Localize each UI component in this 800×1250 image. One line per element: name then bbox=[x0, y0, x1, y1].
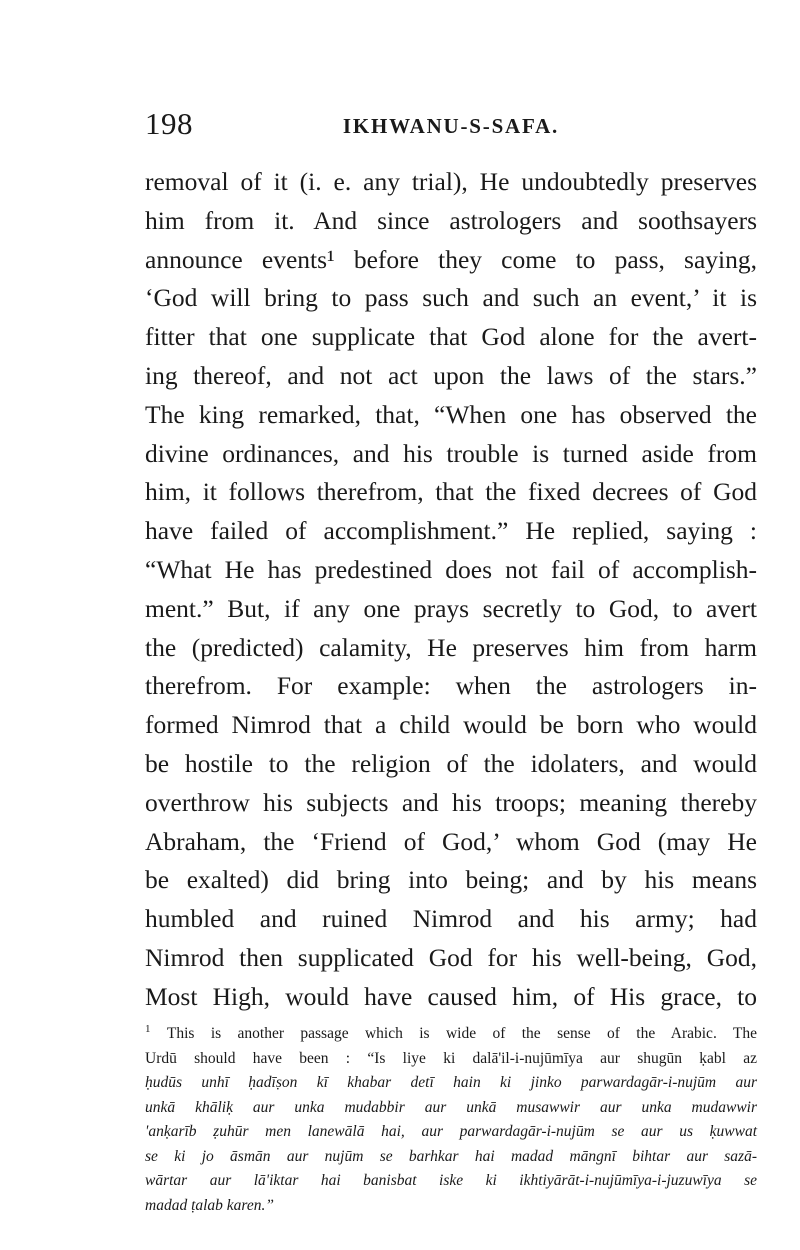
running-head: IKHWANU-S-SAFA. bbox=[342, 114, 560, 138]
text-line: “What He has predestined does not fail of accomplish- bbox=[145, 554, 757, 584]
text-line: therefrom. For example: when the astrologers in- bbox=[145, 671, 757, 701]
footnote-line bbox=[145, 1022, 757, 1047]
footnote-line-text: This is another passage which is wide of the sense of the Arabic. The bbox=[166, 1025, 758, 1042]
text-line: humbled and ruined Nimrod and his army; had bbox=[145, 904, 757, 934]
main-text bbox=[145, 163, 757, 1017]
footnote-line: unkā khāliḳ aur unka mudabbir aur unkā musawwir aur unka mudawwir bbox=[145, 1098, 757, 1116]
text-line: ing thereof, and not act upon the laws of the stars.” bbox=[145, 360, 757, 390]
footnote-line: se ki jo āsmān aur nujūm se barhkar hai madad māngnī bihtar aur sazā- bbox=[145, 1147, 757, 1165]
text-line: Most High, would have caused him, of His grace, to bbox=[145, 981, 757, 1011]
text-line: removal of it (i. e. any trial), He undoubtedly preserves bbox=[145, 167, 757, 196]
text-line: him from it. And since astrologers and soothsayers bbox=[145, 205, 757, 235]
footnote bbox=[145, 1022, 757, 1218]
text-line: Nimrod then supplicated God for his well-being, God, bbox=[145, 942, 757, 972]
text-line: ‘God will bring to pass such and such an event,’ it is bbox=[145, 283, 757, 313]
footnote-line: Urdū should have been : “Is liye ki dalā'il-i-nujūmīya aur shugūn ḳabl az bbox=[145, 1049, 757, 1067]
text-line: Abraham, the ‘Friend of God,’ whom God (may He bbox=[145, 826, 757, 856]
text-line: formed Nimrod that a child would be born who would bbox=[145, 710, 757, 740]
footnote-line: 'anḳarīb ẓuhūr men lanewālā hai, aur parwardagār-i-nujūm se aur us ḳuwwat bbox=[145, 1123, 757, 1140]
footnote-line: wārtar aur lā'iktar hai banisbat iske ki ikhtiyārāt-i-nujūmīya-i-juzuwīya se bbox=[145, 1172, 757, 1189]
footnote-line: madad ṭalab karen.” bbox=[145, 1196, 275, 1214]
text-line: have failed of accomplishment.” He replied, saying : bbox=[145, 516, 757, 546]
footnote-line: ḥudūs unhī ḥadīṣon kī khabar detī hain ki jinko parwardagār-i-nujūm aur bbox=[145, 1074, 757, 1091]
page-header bbox=[145, 106, 757, 146]
text-line: overthrow his subjects and his troops; meaning thereby bbox=[145, 787, 757, 817]
text-line: divine ordinances, and his trouble is turned aside from bbox=[145, 438, 757, 468]
text-line: be hostile to the religion of the idolaters, and would bbox=[145, 748, 757, 778]
page-number: 198 bbox=[145, 106, 193, 141]
text-line: be exalted) did bring into being; and by his means bbox=[145, 865, 757, 895]
text-line: The king remarked, that, “When one has observed the bbox=[145, 399, 757, 429]
footnote-marker: 1 bbox=[145, 1022, 151, 1035]
text-line: the (predicted) calamity, He preserves him from harm bbox=[145, 632, 757, 662]
text-line: announce events¹ before they come to pass, saying, bbox=[145, 244, 757, 274]
text-line: fitter that one supplicate that God alone for the avert- bbox=[145, 322, 757, 352]
text-line: ment.” But, if any one prays secretly to God, to avert bbox=[145, 593, 757, 623]
text-line: him, it follows therefrom, that the fixed decrees of God bbox=[145, 477, 757, 507]
